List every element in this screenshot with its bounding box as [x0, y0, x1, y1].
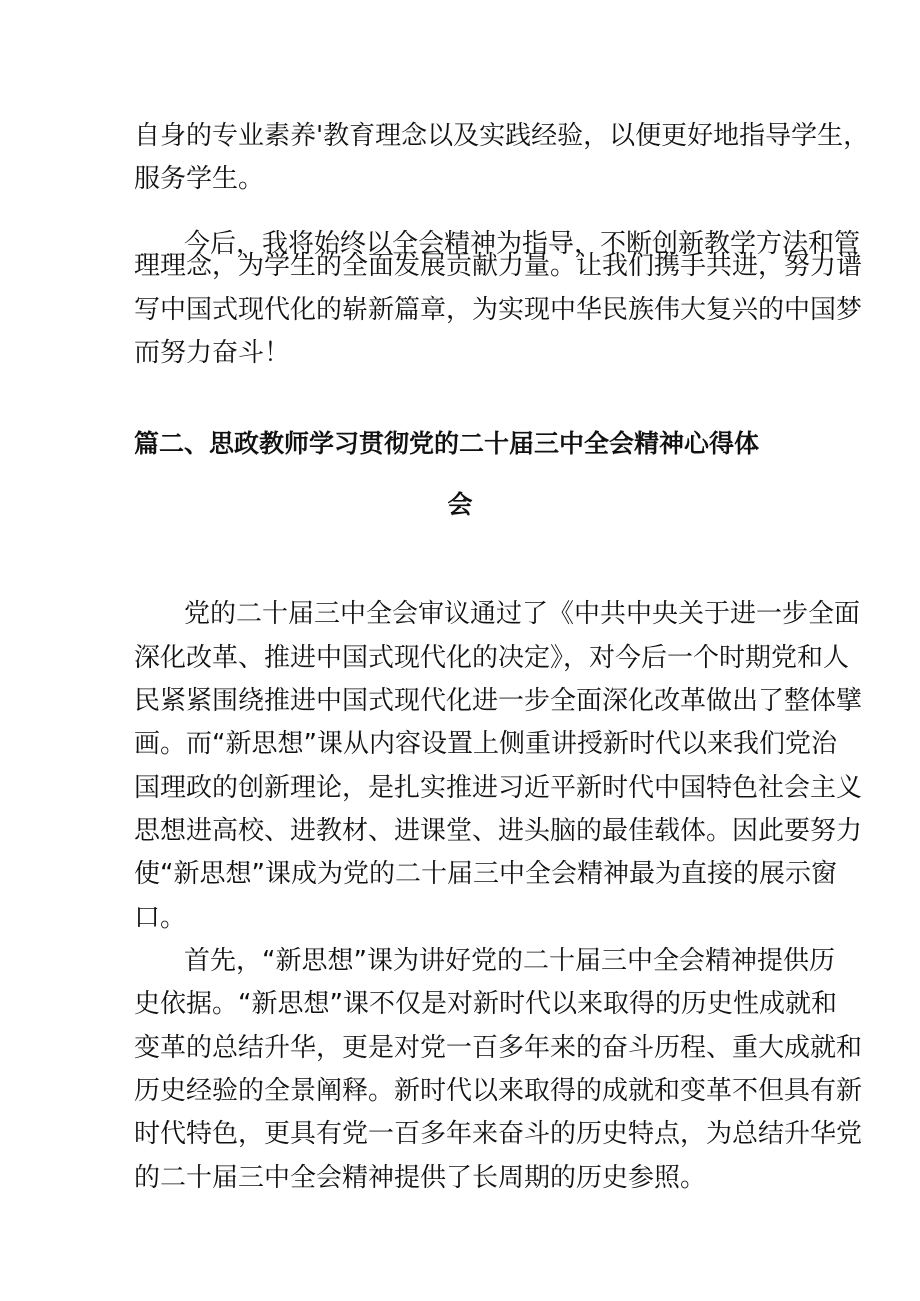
- text-line: 深化改革、推进中国式现代化的决定》，对今后一个时期党和人: [134, 643, 850, 673]
- text-line: 使“新思想”课成为党的二十届三中全会精神最为直接的展示窗: [134, 859, 837, 889]
- text-line: 思想进高校、进教材、进课堂、进头脑的最佳载体。因此要努力: [134, 816, 863, 846]
- text-line: 国理政的创新理论，是扎实推进习近平新时代中国特色社会主义: [134, 773, 863, 803]
- text-line: 写中国式现代化的崭新篇章，为实现中华民族伟大复兴的中国梦: [134, 295, 863, 325]
- text-line: 服务学生。: [134, 164, 265, 194]
- text-line: 时代特色，更具有党一百多年来奋斗的历史特点，为总结升华党: [134, 1119, 863, 1149]
- text-line: 史依据。“新思想”课不仅是对新时代以来取得的历史性成就和: [134, 989, 837, 1019]
- text-line: 首先，“新思想”课为讲好党的二十届三中全会精神提供历: [184, 946, 835, 976]
- text-line: 的二十届三中全会精神提供了长周期的历史参照。: [134, 1163, 707, 1193]
- text-line: 而努力奋斗！: [134, 338, 291, 368]
- section-heading-continuation: 会: [447, 490, 473, 519]
- section-heading: 篇二、思政教师学习贯彻党的二十届三中全会精神心得体: [134, 429, 760, 458]
- text-line: 口。: [134, 903, 187, 933]
- text-line: 民紧紧围绕推进中国式现代化进一步全面深化改革做出了整体擘: [134, 686, 863, 716]
- text-line: 变革的总结升华，更是对党一百多年来的奋斗历程、重大成就和: [134, 1033, 863, 1063]
- text-line: 历史经验的全景阐释。新时代以来取得的成就和变革不但具有新: [134, 1076, 863, 1106]
- text-line: 理理念，为学生的全面发展贡献力量。让我们携手共进，努力谱: [134, 251, 863, 281]
- text-line: 自身的专业素养'教育理念以及实践经验，以便更好地指导学生，: [134, 121, 870, 151]
- text-line: 画。而“新思想”课从内容设置上侧重讲授新时代以来我们党治: [134, 729, 837, 759]
- text-line: 党的二十届三中全会审议通过了《中共中央关于进一步全面: [184, 599, 861, 629]
- text-line: 今后，我将始终以全会精神为指导，不断创新教学方法和管: [184, 229, 861, 259]
